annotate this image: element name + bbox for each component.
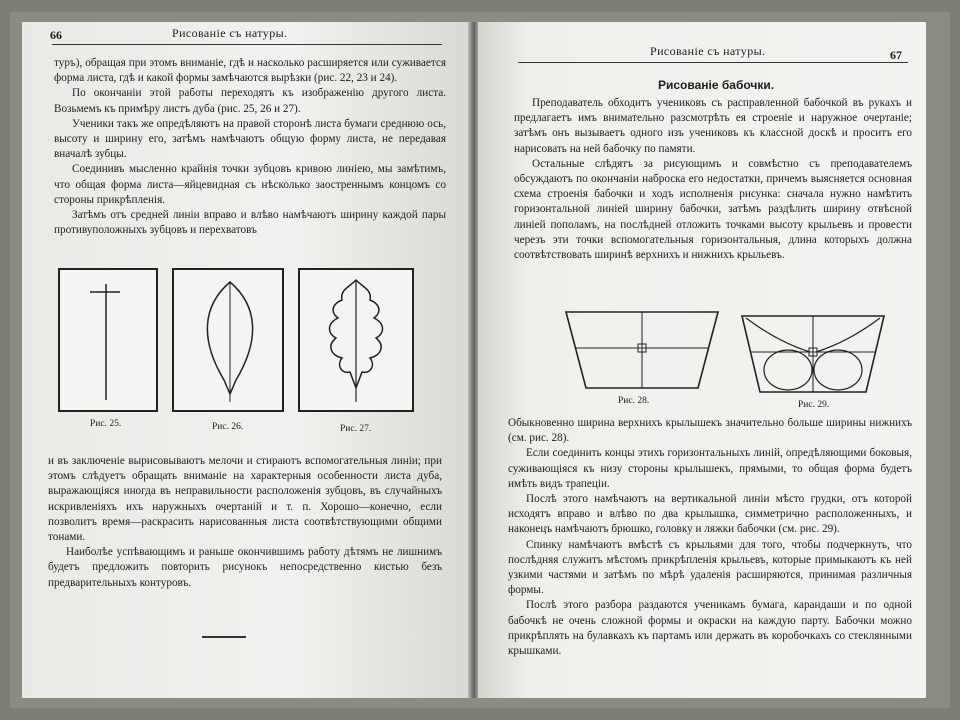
paragraph: Соединивъ мысленно крайнія точки зубцовъ кривою линіею, мы замѣтимъ, что общая форма листа—яйцевидная съ нѣсколько заостреннымъ концомъ со стороны прикрѣпленія. (54, 163, 446, 206)
page-end-rule (202, 636, 246, 638)
left-page (22, 22, 470, 698)
left-page-number: 66 (50, 28, 62, 42)
left-text-top (54, 56, 446, 238)
section-title: Рисованіе бабочки. (658, 78, 775, 92)
butterfly-schematic-drawing (738, 312, 888, 398)
oak-leaf-outline-drawing (174, 270, 282, 410)
right-text-top (514, 96, 912, 263)
butterfly-trapezoid-drawing (562, 308, 722, 394)
paragraph: Наиболѣе успѣвающимъ и раньше окончившимъ работу дѣтямъ не лишнимъ будетъ предложить повторить рисунокъ непосредственно кистью безъ предварительныхъ контуровъ. (48, 546, 442, 589)
right-header-rule (518, 62, 908, 63)
caption-26: Рис. 26. (212, 422, 244, 432)
paragraph: Если соединить концы этихъ горизонтальныхъ линій, опредѣляющими боковыя, суживающіяся къ низу стороны крылышекъ, прямыми, то общая форма будетъ имѣть видъ трапеціи. (508, 447, 912, 490)
paragraph: Обыкновенно ширина верхнихъ крылышекъ значительно больше ширины нижнихъ (см. рис. 28). (508, 417, 912, 445)
caption-29: Рис. 29. (798, 400, 830, 410)
caption-27: Рис. 27. (340, 424, 372, 434)
left-page-header: Рисованіе съ натуры. (172, 26, 288, 40)
left-text-bottom (48, 454, 442, 591)
open-book (22, 22, 926, 698)
paragraph: и въ заключеніе вырисовываютъ мелочи и стираютъ вспомогательныя линіи; при этомъ слѣдуетъ обращать вниманіе на характерныя особенности листа дуба, выражающіяся иногда въ неправильности расположенія зубцовъ, въ случайныхъ искривленіяхъ ихъ наружныхъ очертаній и т. п. Хорошо—конечно, если позволитъ время—раскрасить нарисованныя листа соотвѣтствующими общими тонами. (48, 455, 442, 544)
figure-25 (58, 268, 158, 412)
figure-27 (298, 268, 414, 412)
figure-28 (562, 308, 722, 399)
paragraph: туръ), обращая при этомъ вниманіе, гдѣ и насколько расширяется или суживается форма листа, гдѣ и какой формы замѣчаются вырѣзки (рис. 22, 23 и 24). (54, 57, 446, 85)
figure-26 (172, 268, 284, 412)
oak-leaf-detailed-drawing (300, 270, 412, 410)
paragraph: Послѣ этого намѣчаютъ на вертикальной линіи мѣсто грудки, отъ которой исходятъ вправо и влѣво по два крылышка, симметрично расположенныхъ, и наконецъ намѣчаютъ брюшко, головку и ляжки бабочки (см. рис. 29). (508, 493, 912, 536)
caption-25: Рис. 25. (90, 419, 122, 429)
paragraph: Затѣмъ отъ средней линіи вправо и влѣво намѣчаютъ ширину каждой пары противуположныхъ зубцовъ и перехватовъ (54, 209, 446, 237)
paragraph: Спинку намѣчаютъ вмѣстѣ съ крыльями для того, чтобы подчеркнуть, что послѣдняя служитъ мѣстомъ прикрѣпленія крыльевъ, которые примыкаютъ къ ней узкими частями и затѣмъ по мѣрѣ удаленія расширяются, принимая различныя формы. (508, 538, 912, 597)
paragraph: Ученики такъ же опредѣляютъ на правой сторонѣ листа бумаги среднюю ось, высоту и ширину его, затѣмъ намѣчаютъ общую форму листа, не передавая вначалѣ зубцы. (54, 117, 446, 161)
left-header-rule (52, 44, 442, 45)
paragraph: По окончаніи этой работы переходятъ къ изображенію другого листа. Возьмемъ къ примѣру листъ дуба (рис. 25, 26 и 27). (54, 87, 446, 115)
paragraph: Преподаватель обходитъ учениковъ съ расправленной бабочкой въ рукахъ и предлагаетъ имъ внимательно разсмотрѣть ея строеніе и наружное очертаніе; затѣмъ онъ вызываетъ одного изъ учениковъ къ классной доскѣ и проситъ его нарисовать на ней бабочку по памяти. (514, 97, 912, 155)
paragraph: Остальные слѣдятъ за рисующимъ и совмѣстно съ преподавателемъ обсуждаютъ по окончаніи наброска его недостатки, причемъ выясняется основная схема строенія бабочки и ходъ исполненія рисунка: сначала нужно намѣтить горизонтальной линіей ширину бабочки, затѣмъ раздѣлить ширину отвѣсной линіей пополамъ, на послѣдней отложить точками высоту крыльевъ и провести черезъ эти точки вспомогательныя горизонтальныя, длина которыхъ должна соотвѣтствовать ширинѣ верхнихъ и нижнихъ крыльевъ. (514, 157, 912, 262)
right-page (478, 22, 926, 698)
right-page-header: Рисованіе съ натуры. (650, 44, 766, 58)
caption-28: Рис. 28. (618, 396, 650, 406)
right-text-bottom (508, 416, 912, 659)
right-page-number: 67 (890, 48, 902, 62)
figure-29 (738, 312, 888, 403)
oak-leaf-axis-drawing (60, 270, 156, 410)
paragraph: Послѣ этого разбора раздаются ученикамъ бумага, карандаши и по одной бабочкѣ не очень сложной формы и окраски на каждую парту. Бабочки можно прикрѣплять на булавкахъ къ партамъ или держать въ коробочкахъ со стеклянными крышками. (508, 599, 912, 658)
